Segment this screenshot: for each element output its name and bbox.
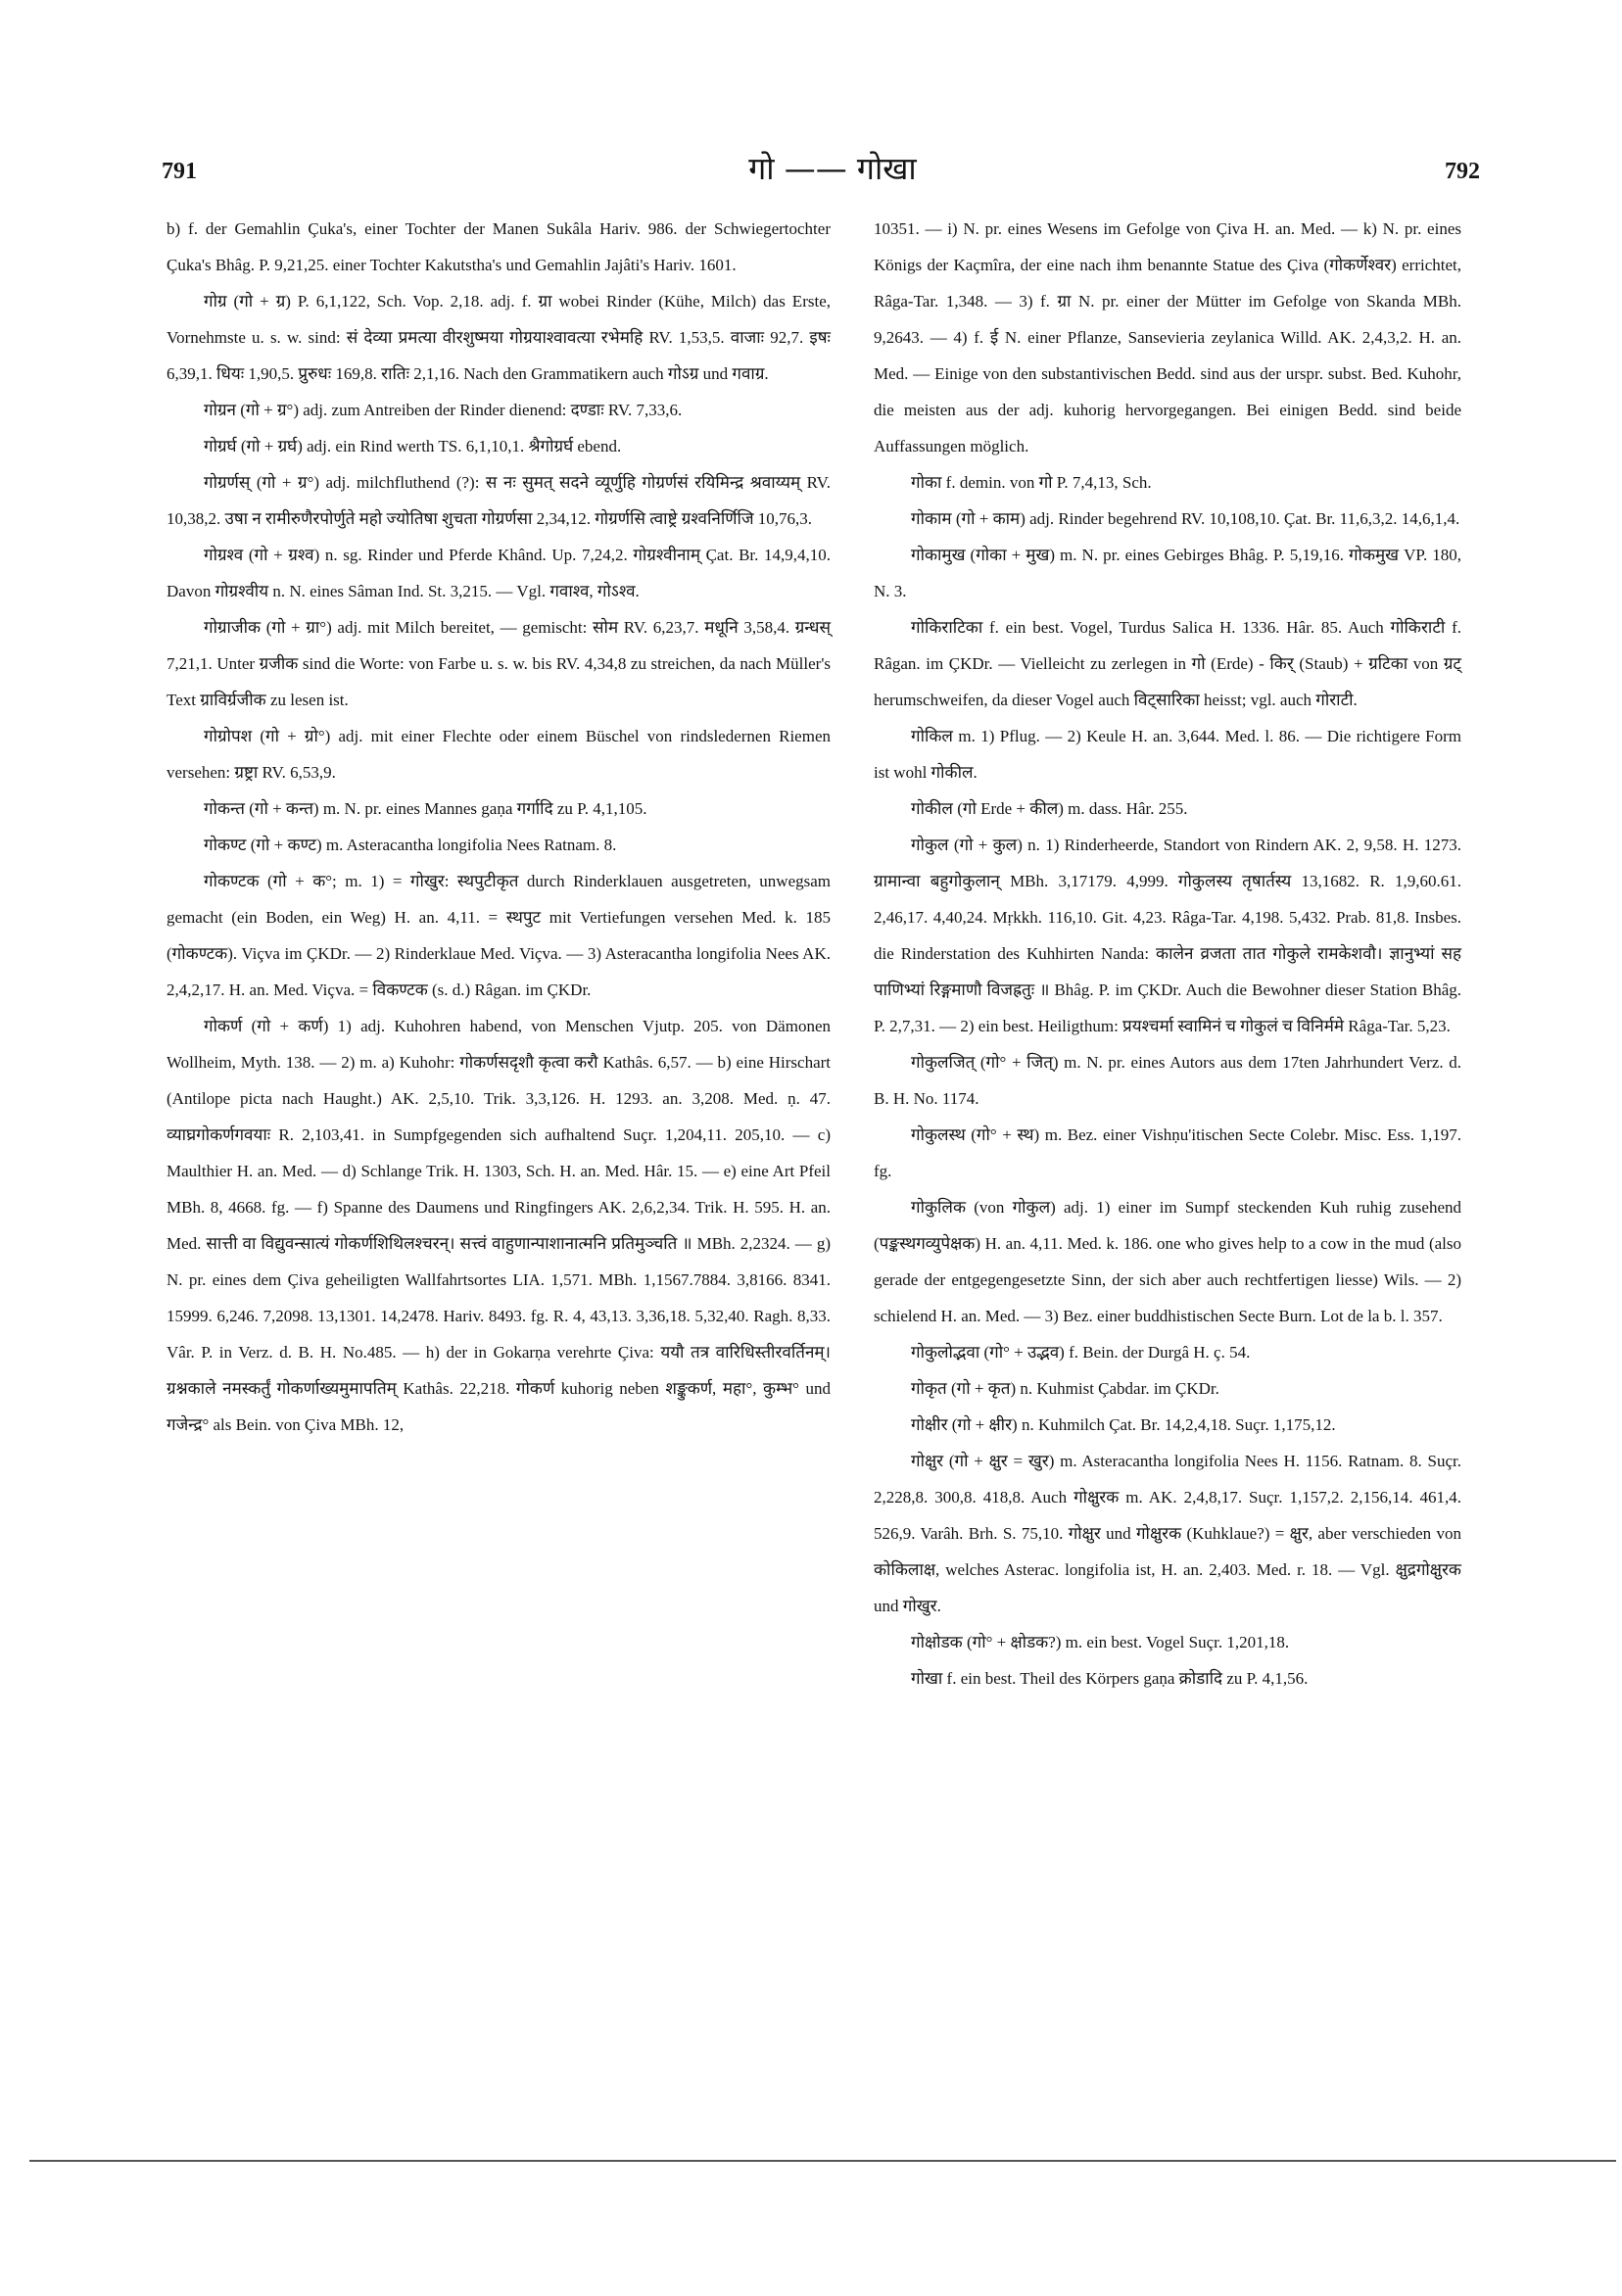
dictionary-entry: गोग्र (गो + ग्र) P. 6,1,122, Sch. Vop. 2,18. adj. f. ग्रा wobei Rinder (Kühe, Milch) das Erste, Vornehmste u. s. w. sind: सं देव्या प्रमत्या वीरशुष्मया गोग्रयाश्वावत्या रभेमहि RV. 1,53,5. वाजाः 92,7. इषः 6,39,1. धियः 1,90,5. प्रुरुधः 169,8. रातिः 2,1,16. Nach den Grammatikern auch गोऽग्र und गवाग्र. — [167, 292, 831, 383]
dictionary-entry: गोकील (गो Erde + कील) m. dass. Hâr. 255. — [911, 799, 1188, 818]
dictionary-entry: गोग्रश्व (गो + ग्रश्व) n. sg. Rinder und Pferde Khând. Up. 7,24,2. गोग्रश्वीनाम् Çat. Br. 14,9,4,10. Davon गोग्रश्वीय n. N. eines Sâman Ind. St. 3,215. — Vgl. गवाश्व, गोऽश्व. — [167, 546, 831, 600]
right-column — [874, 211, 1461, 1697]
dictionary-entry: गोकण्ट (गो + कण्ट) m. Asteracantha longifolia Nees Ratnam. 8. — [204, 836, 617, 854]
dictionary-entry: गोकुलिक (von गोकुल) adj. 1) einer im Sumpf steckenden Kuh ruhig zusehend (पङ्कस्थगव्युपेक्षक) H. an. 4,11. Med. k. 186. one who gives help to a cow in the mud (also gerade der entgegengesetzte Sinn, der sich aber auch rechtfertigen liesse) Wils. — 2) schielend H. an. Med. — 3) Bez. einer buddhistischen Secte Burn. Lot de la b. l. 357. — [874, 1198, 1461, 1325]
dictionary-entry: गोकृत (गो + कृत) n. Kuhmist Çabdar. im ÇKDr. — [911, 1379, 1219, 1398]
bottom-rule — [29, 2160, 1616, 2162]
dictionary-entry: गोग्रन (गो + ग्र°) adj. zum Antreiben der Rinder dienend: दण्डाः RV. 7,33,6. — [204, 401, 683, 419]
dictionary-entry: गोकामुख (गोका + मुख) m. N. pr. eines Gebirges Bhâg. P. 5,19,16. गोकमुख VP. 180, N. 3. — [874, 546, 1461, 600]
right-page-number: 792 — [1445, 159, 1480, 184]
dictionary-entry: गोकिराटिका f. ein best. Vogel, Turdus Salica H. 1336. Hâr. 85. Auch गोकिराटी f. Râgan. im ÇKDr. — Vielleicht zu zerlegen in गो (Erde) - किर् (Staub) + ग्रटिका von ग्रट् herumschweifen, da dieser Vogel auch विट्सारिका heisst; vgl. auch गोराटी. — [874, 618, 1461, 709]
running-head: गो —— गोखा — [748, 150, 917, 187]
dictionary-entry: गोग्राजीक (गो + ग्रा°) adj. mit Milch bereitet, — gemischt: सोम RV. 6,23,7. मधूनि 3,58,4. ग्रन्धस् 7,21,1. Unter ग्रजीक sind die Worte: von Farbe u. s. w. bis RV. 4,34,8 zu streichen, da nach Müller's Text ग्राविर्ग्रजीक zu lesen ist. — [167, 618, 831, 709]
dictionary-entry: गोग्रोपश (गो + ग्रो°) adj. mit einer Flechte oder einem Büschel von rindsledernen Riemen versehen: ग्रष्ट्रा RV. 6,53,9. — [167, 727, 831, 782]
dictionary-entry: गोखा f. ein best. Theil des Körpers gaṇa क्रोडादि zu P. 4,1,56. — [911, 1669, 1309, 1688]
dictionary-entry: गोक्षोडक (गो° + क्षोडक?) m. ein best. Vogel Suçr. 1,201,18. — [911, 1633, 1290, 1651]
dictionary-entry: गोकाम (गो + काम) adj. Rinder begehrend RV. 10,108,10. Çat. Br. 11,6,3,2. 14,6,1,4. — [911, 509, 1460, 528]
dictionary-entry: गोका f. demin. von गो P. 7,4,13, Sch. — [911, 473, 1152, 492]
left-column — [167, 211, 831, 1443]
dictionary-entry: गोग्रर्घ (गो + ग्रर्घ) adj. ein Rind werth TS. 6,1,10,1. श्रैगोग्रर्घ ebend. — [204, 437, 622, 455]
dictionary-entry: गोकर्ण (गो + कर्ण) 1) adj. Kuhohren habend, von Menschen Vjutp. 205. von Dämonen Wollheim, Myth. 138. — 2) m. a) Kuhohr: गोकर्णसदृशौ कृत्वा करौ Kathâs. 6,57. — b) eine Hirschart (Antilope picta nach Haught.) AK. 2,5,10. Trik. 3,3,126. H. 1293. an. 3,208. Med. ṇ. 47. व्याघ्रगोकर्णगवयाः R. 2,103,41. in Sumpfgegenden sich aufhaltend Suçr. 1,204,11. 205,10. — c) Maulthier H. an. Med. — d) Schlange Trik. H. 1303, Sch. H. an. Med. Hâr. 15. — e) eine Art Pfeil MBh. 8, 4668. fg. — f) Spanne des Daumens und Ringfingers AK. 2,6,2,34. Trik. H. 595. H. an. Med. सात्ती वा विद्युवन्सात्यं गोकर्णशिथिलश्चरन्। सत्त्वं वाहुणान्पाशानात्मनि प्रतिमुञ्चति ॥ MBh. 2,2324. — g) N. pr. eines dem Çiva geheiligten Wallfahrtsortes LIA. 1,571. MBh. 1,1567.7884. 3,8166. 8341. 15999. 6,246. 7,2098. 13,1301. 14,2478. Hariv. 8493. fg. R. 4, 43,13. 3,36,18. 5,32,40. Ragh. 8,33. Vâr. P. in Verz. d. B. H. No.485. — h) der in Gokarṇa verehrte Çiva: ययौ तत्र वारिधिस्तीरवर्तिनम्। ग्रश्नकाले नमस्कर्तुं गोकर्णाख्यमुमापतिम् Kathâs. 22,218. गोकर्ण kuhorig neben शङ्कुकर्ण, महा°, कुम्भ° und गजेन्द्र° als Bein. von Çiva MBh. 12, — [167, 1017, 831, 1434]
dictionary-entry: गोकिल m. 1) Pflug. — 2) Keule H. an. 3,644. Med. l. 86. — Die richtigere Form ist wohl गोकील. — [874, 727, 1461, 782]
dictionary-entry: गोकुलजित् (गो° + जित्) m. N. pr. eines Autors aus dem 17ten Jahrhundert Verz. d. B. H. No. 1174. — [874, 1053, 1461, 1108]
dictionary-entry: गोकुलस्थ (गो° + स्थ) m. Bez. einer Vishṇu'itischen Secte Colebr. Misc. Ess. 1,197. fg. — [874, 1125, 1461, 1180]
dictionary-entry: गोकण्टक (गो + क°; m. 1) = गोखुर: स्थपुटीकृत durch Rinderklauen ausgetreten, unwegsam gemacht (ein Boden, ein Weg) H. an. 4,11. = स्थपुट mit Vertiefungen versehen Med. k. 185 (गोकण्टक). Viçva im ÇKDr. — 2) Rinderklaue Med. Viçva. — 3) Asteracantha longifolia Nees AK. 2,4,2,17. H. an. Med. Viçva. = विकण्टक (s. d.) Râgan. im ÇKDr. — [167, 872, 831, 999]
dictionary-entry: गोकुल (गो + कुल) n. 1) Rinderheerde, Standort von Rindern AK. 2, 9,58. H. 1273. ग्रामान्वा बहुगोकुलान् MBh. 3,17179. 4,999. गोकुलस्य तृषार्तस्य 13,1682. R. 1,9,60.61. 2,46,17. 4,40,24. Mṛkkh. 116,10. Git. 4,23. Râga-Tar. 4,198. 5,432. Prab. 81,8. Insbes. die Rinderstation des Kuhhirten Nanda: कालेन व्रजता तात गोकुले रामकेशवौ। ज्ञानुभ्यां सह पाणिभ्यां रिङ्गमाणौ विजह्रतुः ॥ Bhâg. P. im ÇKDr. Auch die Bewohner dieser Station Bhâg. P. 2,7,31. — 2) ein best. Heiligthum: प्रयश्चर्मा स्वामिनं च गोकुलं च विनिर्ममे Râga-Tar. 5,23. — [874, 836, 1461, 1035]
dictionary-entry: गोक्षीर (गो + क्षीर) n. Kuhmilch Çat. Br. 14,2,4,18. Suçr. 1,175,12. — [911, 1415, 1336, 1434]
left-page-number: 791 — [162, 159, 197, 184]
entry-continuation: b) f. der Gemahlin Çuka's, einer Tochter der Manen Sukâla Hariv. 986. der Schwiegertochter Çuka's Bhâg. P. 9,21,25. einer Tochter Kakutstha's und Gemahlin Jajâti's Hariv. 1601. — [167, 219, 831, 274]
dictionary-entry: गोग्रर्णस् (गो + ग्र°) adj. milchfluthend (?): स नः सुमत् सदने व्यूर्णुहि गोग्रर्णसं रयिमिन्द्र श्रवाय्यम् RV. 10,38,2. उषा न रामीरुणैरपोर्णुते महो ज्योतिषा शुचता गोग्रर्णसा 2,34,12. गोग्रर्णसि त्वाष्ट्रे ग्रश्वनिर्णिजि 10,76,3. — [167, 473, 831, 528]
dictionary-entry: गोकुलोद्भवा (गो° + उद्भव) f. Bein. der Durgâ H. ç. 54. — [911, 1343, 1251, 1362]
dictionary-entry: गोक्षुर (गो + क्षुर = खुर) m. Asteracantha longifolia Nees H. 1156. Ratnam. 8. Suçr. 2,228,8. 300,8. 418,8. Auch गोक्षुरक m. AK. 2,4,8,17. Suçr. 1,157,2. 2,156,14. 461,4. 526,9. Varâh. Brh. S. 75,10. गोक्षुर und गोक्षुरक (Kuhklaue?) = क्षुर, aber verschieden von कोकिलाक्ष, welches Asterac. longifolia ist, H. an. 2,403. Med. r. 18. — Vgl. क्षुद्रगोक्षुरक und गोखुर. — [874, 1452, 1461, 1615]
dictionary-entry: गोकन्त (गो + कन्त) m. N. pr. eines Mannes gaṇa गर्गादि zu P. 4,1,105. — [204, 799, 647, 818]
entry-continuation: 10351. — i) N. pr. eines Wesens im Gefolge von Çiva H. an. Med. — k) N. pr. eines Königs der Kaçmîra, der eine nach ihm benannte Statue des Çiva (गोकर्णेश्वर) errichtet, Râga-Tar. 1,348. — 3) f. ग्रा N. pr. einer der Mütter im Gefolge von Skanda MBh. 9,2643. — 4) f. ई N. einer Pflanze, Sansevieria zeylanica Willd. AK. 2,4,3,2. H. an. Med. — Einige von den substantivischen Bedd. sind aus der urspr. subst. Bed. Kuhohr, die meisten aus der adj. kuhorig hervorgegangen. Bei einigen Bedd. sind beide Auffassungen möglich. — [874, 219, 1461, 455]
